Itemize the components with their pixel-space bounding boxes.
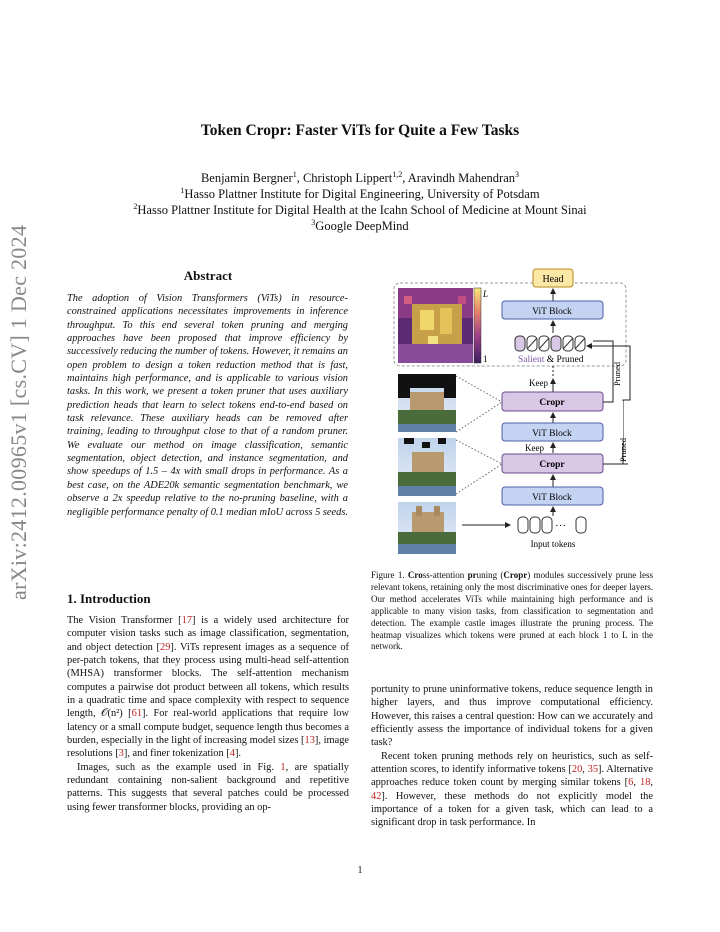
author-affiliation-mark: 1,2 [392,169,403,179]
colorbar-top-label: L [483,289,489,299]
salient-word: Salient [518,355,545,365]
affiliation-mark: 3 [311,217,316,227]
pruned-word: & Pruned [544,355,584,365]
right-paragraph-2: Recent token pruning methods rely on heuristics, such as self-attention scores, to identify informative tokens [20, 35]. Alternative approaches reduce token count by merging similar tokens [6, 18, 42]. However, these methods do not explicitly model the importance of a token for a given task, which can lead to a significant drop in task performance. In [371,750,653,829]
cropr-label: Cropr [539,398,565,408]
paper-title: Token Cropr: Faster ViTs for Quite a Few Tasks [200,122,520,139]
intro-paragraph-1: The Vision Transformer [17] is a widely used architecture for computer vision tasks such as image classification, segmentation, and object detection [29]. ViTs represent images as a sequence of per-patch tokens, that they process using multi-head self-attention (MHSA) transformer blocks. The self-attention mechanism computes a pairwise dot product between all tokens, which results in a quadratic time and space complexity with respect to sequence length, 𝒪(n²) [61]. For real-world applications that require low latency or a small compute budget, sequence length thus becomes a burden, especially in the light of increasing model sizes [13], image resolutions [3], and finer tokenization [4]. [67,615,350,760]
colorbar [474,288,481,363]
author-name: Christoph Lippert [302,171,393,185]
figure-1-caption: Figure 1. Cross-attention pruning (Cropr) modules successively prune less relevant tokens, retaining only the most discriminative ones for deeper layers. Our method accelerates ViTs while maintaining high performance and is applicable to many vision tasks, from classification to segmentation and detection. The example castle images illustrate the pruning process. The heatmap visualizes which tokens were pruned at each block 1 to L in the network. [371,570,654,652]
citation-link[interactable]: 35 [587,764,599,776]
castle-image-stage-2 [398,438,456,496]
input-tokens [518,517,586,533]
section-heading-introduction: 1. Introduction [67,591,151,606]
page-number: 1 [357,865,363,876]
citation-link[interactable]: 20 [571,764,583,776]
affiliation-3 [0,218,720,234]
citation-link[interactable]: 3 [118,748,124,760]
intro-paragraph-2: Images, such as the example used in Fig. 1, are spatially redundant containing non-salient background and repetitive patterns. This suggests that several patches could be processed using fewer transformer blocks, providing an op- [67,761,350,813]
vit-block-label: ViT Block [532,307,572,317]
author-affiliation-mark: 1 [292,169,297,179]
citation-link[interactable]: 29 [160,641,171,653]
keep-label: Keep [529,378,548,388]
castle-image-input [398,502,456,554]
author-name: Aravindh Mahendran [407,171,516,185]
keep-label: Keep [525,443,544,453]
author-name: Benjamin Bergner [200,171,293,185]
vit-block-label: ViT Block [532,429,572,439]
salient-pruned-label [518,355,584,365]
pruned-label: Pruned [612,361,622,387]
abstract-body: The adoption of Vision Transformers (ViTs) in resource-constrained applications necessitates improvements in inference throughput. To this end several token pruning and merging approaches have been proposed that improve efficiency by successively reducing the number of tokens. However, it remains an open problem to design a token reduction method that is fast, maintains high performance, and is applicable to various vision tasks. In this work, we present a token pruner that uses auxiliary prediction heads that learn to select tokens end-to-end based on task relevance. These auxiliary heads can be removed after training, leading to throughput close to that of a random pruner. We evaluate our method on image classification, semantic segmentation, object detection, and instance segmentation, and show speedups of 1.5 – 4x with small drops in performance. As a best case, on the ADE20k semantic segmentation benchmark, we observe a 2x speedup relative to the no-pruning baseline, with a negligible performance penalty of 0.1 median mIoU across 5 seeds. [67,293,348,518]
svg-text:···: ··· [555,520,566,532]
affiliation-2 [0,202,720,218]
head-label: Head [542,274,564,285]
affiliation-text: Hasso Plattner Institute for Digital Engineering, University of Potsdam [184,187,540,201]
right-paragraph-1: portunity to prune uninformative tokens, reduce sequence length in higher layers, and thus improve computational efficiency. However, this raises a central question: How can we accurately and efficiently assess the importance of individual tokens for a given task? [371,684,653,749]
citation-link[interactable]: 6 [628,777,634,789]
affiliation-1 [0,186,720,202]
input-tokens-label: Input tokens [530,539,576,549]
citation-link[interactable]: 4 [229,748,235,760]
affiliation-mark: 2 [133,201,138,211]
right-column-text [371,683,653,830]
pruned-label: Pruned [618,437,628,463]
citation-link[interactable]: 42 [371,790,382,802]
cropr-label: Cropr [539,460,565,470]
castle-image-stage-3 [398,374,456,432]
citation-link[interactable]: 13 [304,735,315,747]
token-heatmap-image [398,288,473,363]
colorbar-bottom-label: 1 [483,354,488,364]
affiliation-mark: 1 [180,185,185,195]
figure-link[interactable]: 1 [280,761,286,773]
citation-link[interactable]: 17 [181,615,193,626]
affiliation-text: Google DeepMind [315,219,409,233]
vit-block-label: ViT Block [532,493,572,503]
author-affiliation-mark: 3 [515,169,520,179]
citation-link[interactable]: 61 [131,708,143,720]
abstract-heading: Abstract [183,268,233,283]
arxiv-side-stamp: arXiv:2412.00965v1 [cs.CV] 1 Dec 2024 [6,224,31,600]
figure-1-diagram [392,266,662,556]
affiliation-text: Hasso Plattner Institute for Digital Health at the Icahn School of Medicine at Mount Sinai [137,203,587,217]
intro-text [67,614,349,814]
salient-pruned-tokens [515,336,585,351]
citation-link[interactable]: 18 [640,777,651,789]
author-list: Benjamin Bergner$^1$, Christoph Lippert$^{1,2}$, Aravindh Mahendran$^3$ [200,169,520,185]
